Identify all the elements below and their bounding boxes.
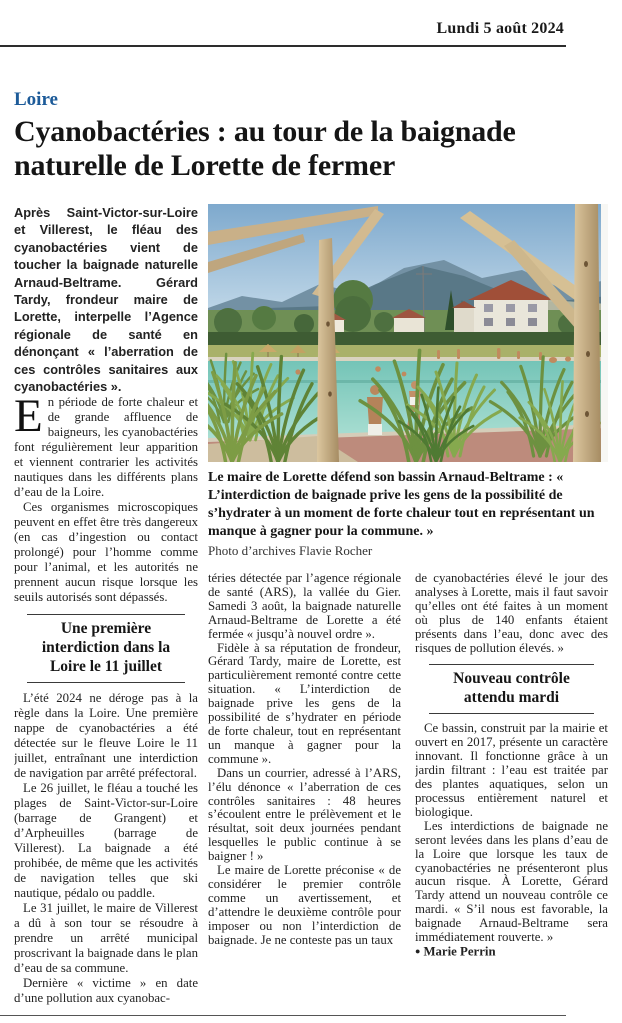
paragraph: téries détectée par l’agence régionale de santé (ARS), la vallée du Gier. Samedi 3 août, la baignade naturelle Arnaud-Beltrame de Lorette a été fermée « jusqu’à nouvel ordre ». — [208, 572, 401, 641]
columns-2-3 — [208, 572, 608, 1010]
header-rule — [0, 45, 566, 47]
footer-rule — [0, 1015, 566, 1016]
paragraph: Dans un courrier, adressé à l’ARS, l’élu dénonce « l’aberration de ces contrôles sanitaires : 48 heures s’écoulent entre le prélèvement et le résultat, soit deux journées pendant lesquelles le public continue à se baigner ! » — [208, 765, 401, 864]
paragraph: L’été 2024 ne déroge pas à la règle dans la Loire. Une première nappe de cyanobactéries a été détectée sur le fleuve Loire le 11 juillet, entraînant une interdiction de navigation par arrêté préfectoral. — [14, 691, 198, 781]
paragraph: Le 26 juillet, le fléau a touché les plages de Saint-Victor-sur-Loire (barrage de Grangent) et d’Arpheuilles (barrage de Villerest). La baignade a été prohibée, de même que les activités de navigation telles que ski nautique, pédalo ou paddle. — [14, 781, 198, 901]
crosshead-first-ban: Une première interdiction dans la Loire le 11 juillet — [27, 614, 185, 683]
article-body — [14, 204, 610, 1010]
article-figure — [208, 204, 608, 559]
masthead — [0, 0, 566, 38]
byline-name: Marie Perrin — [423, 944, 496, 959]
paragraph: Le 31 juillet, le maire de Villerest a dû à son tour se résoudre à prendre un arrêté municipal proscrivant la baignade dans le plan d’eau de sa commune. — [14, 901, 198, 976]
paragraph-text: n période de forte chaleur et de grande affluence de baigneurs, les cyanobactéries font régulièrement leur apparition et viennent contrarier les activités nautiques dans les différents plans d’eau de la Loire. — [14, 395, 198, 500]
byline-bullet-icon: ● — [415, 945, 421, 956]
paragraph: Ce bassin, construit par la mairie et ouvert en 2017, présente un caractère innovant. Il fonctionne grâce à un jardin filtrant : l’eau est traitée par des plantes aquatiques, selon un processus entièrement naturel et biologique. — [415, 721, 608, 819]
paragraph: de cyanobactéries élevé le jour des analyses à Lorette, mais il faut savoir qu’elles ont été faites à un moment où plus de 140 enfants étaient présents dans l’eau, donc avec des risques de pollution élevés. » — [415, 572, 608, 655]
paragraph — [14, 390, 198, 500]
paragraph: Le maire de Lorette préconise « de considérer le premier contrôle comme un avertissement, et d’attendre le deuxième contrôle pour imposer ou non l’interdiction de baignade. Je ne conteste pas un taux — [208, 863, 401, 947]
photo-and-columns — [208, 204, 608, 1010]
photo-credit: Photo d’archives Flavie Rocher — [208, 543, 373, 558]
paragraph: Les interdictions de baignade ne seront levées dans les plans d’eau de la Loire que lorsque les taux de cyanobactéries ne présenteront plus aucun risque. À Lorette, Gérard Tardy attend un nouveau contrôle ce mardi. « S’il nous est favorable, la baignade Arnaud-Beltrame sera immédiatement rouverte. » — [415, 818, 608, 945]
drop-cap: E — [14, 390, 43, 443]
photo-caption-block — [208, 469, 608, 559]
page-date: Lundi 5 août 2024 — [436, 20, 564, 37]
photo-illustration — [208, 204, 608, 462]
paragraph: Ces organismes microscopiques peuvent en effet être très dangereux (en cas d’ingestion ou contact prolongé) pour l’homme comme pour l’animal, et les autorités ne prennent aucun risque lorsque les seuils autorisés sont dépassés. — [14, 500, 198, 605]
column-1 — [14, 204, 198, 1010]
byline — [415, 945, 608, 959]
column-3 — [415, 572, 608, 1010]
headline: Cyanobactéries : au tour de la baignade naturelle de Lorette de fermer — [14, 115, 516, 182]
paragraph: Dernière « victime » en date d’une pollution aux cyanobac- — [14, 976, 198, 1006]
column-2 — [208, 572, 401, 1010]
paragraph: Fidèle à sa réputation de frondeur, Gérard Tardy, maire de Lorette, est particulièrement remonté contre cette situation. « L’interdiction de baignade prive les gens de la possibilité de s’hydrater en période de forte chaleur, tout en représentant un manque à gagner pour la commune ». — [208, 640, 401, 766]
article-photo — [208, 204, 608, 462]
section-kicker: Loire — [14, 89, 58, 110]
photo-caption: Le maire de Lorette défend son bassin Arnaud-Beltrame : « L’interdiction de baignade prive les gens de la possibilité de s’hydrater à un moment de forte chaleur tout en représentant un manque à gagner pour la commune. » — [208, 470, 595, 539]
crosshead-new-control: Nouveau contrôle attendu mardi — [429, 664, 595, 714]
lead-paragraph: Après Saint-Victor-sur-Loire et Villerest, le fléau des cyanobactéries vient de toucher la baignade naturelle Arnaud-Beltrame. Gérard Tardy, frondeur maire de Lorette, interpelle l’Agence régionale de santé en dénonçant « l’aberration de ces contrôles sanitaires aux cyanobactéries ». — [14, 205, 198, 395]
